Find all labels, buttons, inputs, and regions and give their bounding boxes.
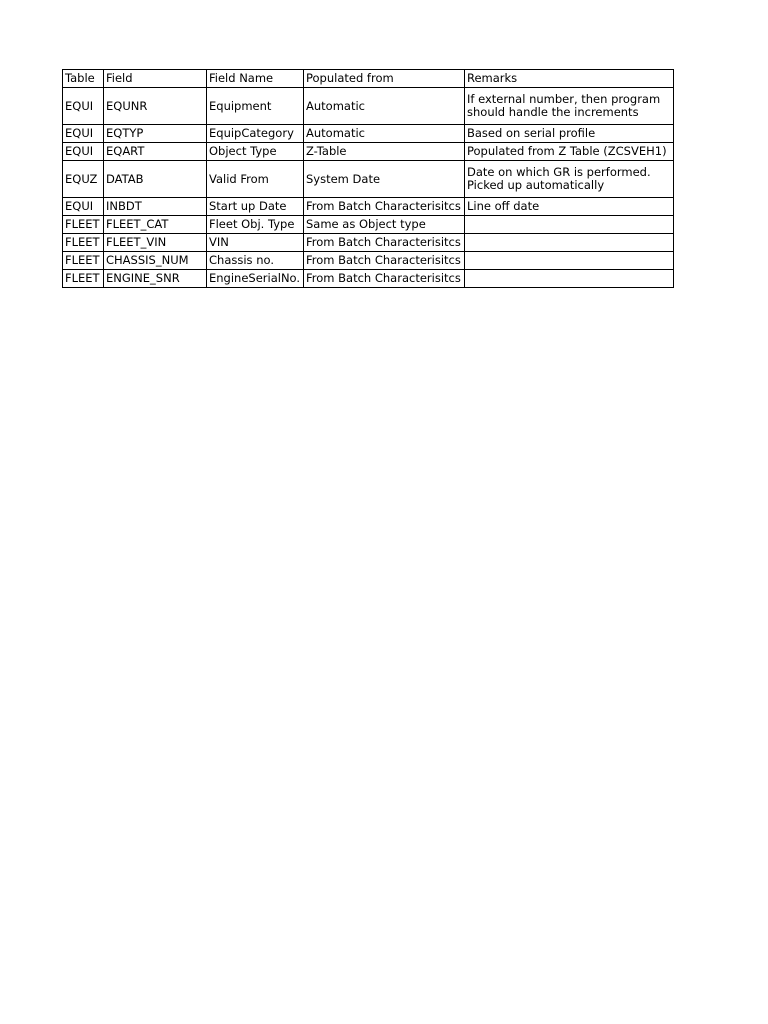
cell-populated-from: From Batch Characterisitcs (304, 252, 465, 270)
cell-remarks: If external number, then program should handle the increments (465, 88, 674, 125)
table-row (63, 143, 674, 161)
table-row (63, 234, 674, 252)
cell-table: FLEET (63, 252, 104, 270)
cell-remarks (465, 216, 674, 234)
header-populated-from: Populated from (304, 70, 465, 88)
cell-table: EQUZ (63, 161, 104, 198)
table-row (63, 252, 674, 270)
field-mapping-table (62, 69, 674, 288)
cell-table: FLEET (63, 270, 104, 288)
cell-field: EQUNR (104, 88, 207, 125)
cell-table: EQUI (63, 88, 104, 125)
cell-remarks (465, 270, 674, 288)
cell-field: FLEET_CAT (104, 216, 207, 234)
cell-populated-from: Same as Object type (304, 216, 465, 234)
header-table: Table (63, 70, 104, 88)
cell-remarks: Line off date (465, 198, 674, 216)
cell-populated-from: From Batch Characterisitcs (304, 234, 465, 252)
header-remarks: Remarks (465, 70, 674, 88)
table-row (63, 161, 674, 198)
cell-populated-from: Automatic (304, 125, 465, 143)
cell-populated-from: From Batch Characterisitcs (304, 270, 465, 288)
table-row (63, 88, 674, 125)
cell-field: FLEET_VIN (104, 234, 207, 252)
cell-field-name: VIN (207, 234, 304, 252)
cell-remarks (465, 234, 674, 252)
table-row (63, 125, 674, 143)
cell-table: EQUI (63, 125, 104, 143)
cell-table: FLEET (63, 234, 104, 252)
table-row (63, 198, 674, 216)
cell-field-name: Chassis no. (207, 252, 304, 270)
cell-field-name: EquipCategory (207, 125, 304, 143)
cell-remarks (465, 252, 674, 270)
header-row (63, 70, 674, 88)
table-row (63, 270, 674, 288)
cell-remarks: Date on which GR is performed. Picked up automatically (465, 161, 674, 198)
cell-table: EQUI (63, 143, 104, 161)
cell-field: DATAB (104, 161, 207, 198)
cell-populated-from: From Batch Characterisitcs (304, 198, 465, 216)
cell-remarks: Populated from Z Table (ZCSVEH1) (465, 143, 674, 161)
cell-table: FLEET (63, 216, 104, 234)
cell-field-name: Valid From (207, 161, 304, 198)
cell-field: INBDT (104, 198, 207, 216)
cell-field: EQTYP (104, 125, 207, 143)
cell-populated-from: Automatic (304, 88, 465, 125)
cell-field: ENGINE_SNR (104, 270, 207, 288)
cell-field-name: Fleet Obj. Type (207, 216, 304, 234)
cell-field-name: EngineSerialNo. (207, 270, 304, 288)
cell-table: EQUI (63, 198, 104, 216)
header-field-name: Field Name (207, 70, 304, 88)
cell-field-name: Equipment (207, 88, 304, 125)
cell-field-name: Start up Date (207, 198, 304, 216)
cell-field: CHASSIS_NUM (104, 252, 207, 270)
header-field: Field (104, 70, 207, 88)
cell-populated-from: System Date (304, 161, 465, 198)
cell-field: EQART (104, 143, 207, 161)
table-row (63, 216, 674, 234)
cell-field-name: Object Type (207, 143, 304, 161)
cell-remarks: Based on serial profile (465, 125, 674, 143)
cell-populated-from: Z-Table (304, 143, 465, 161)
